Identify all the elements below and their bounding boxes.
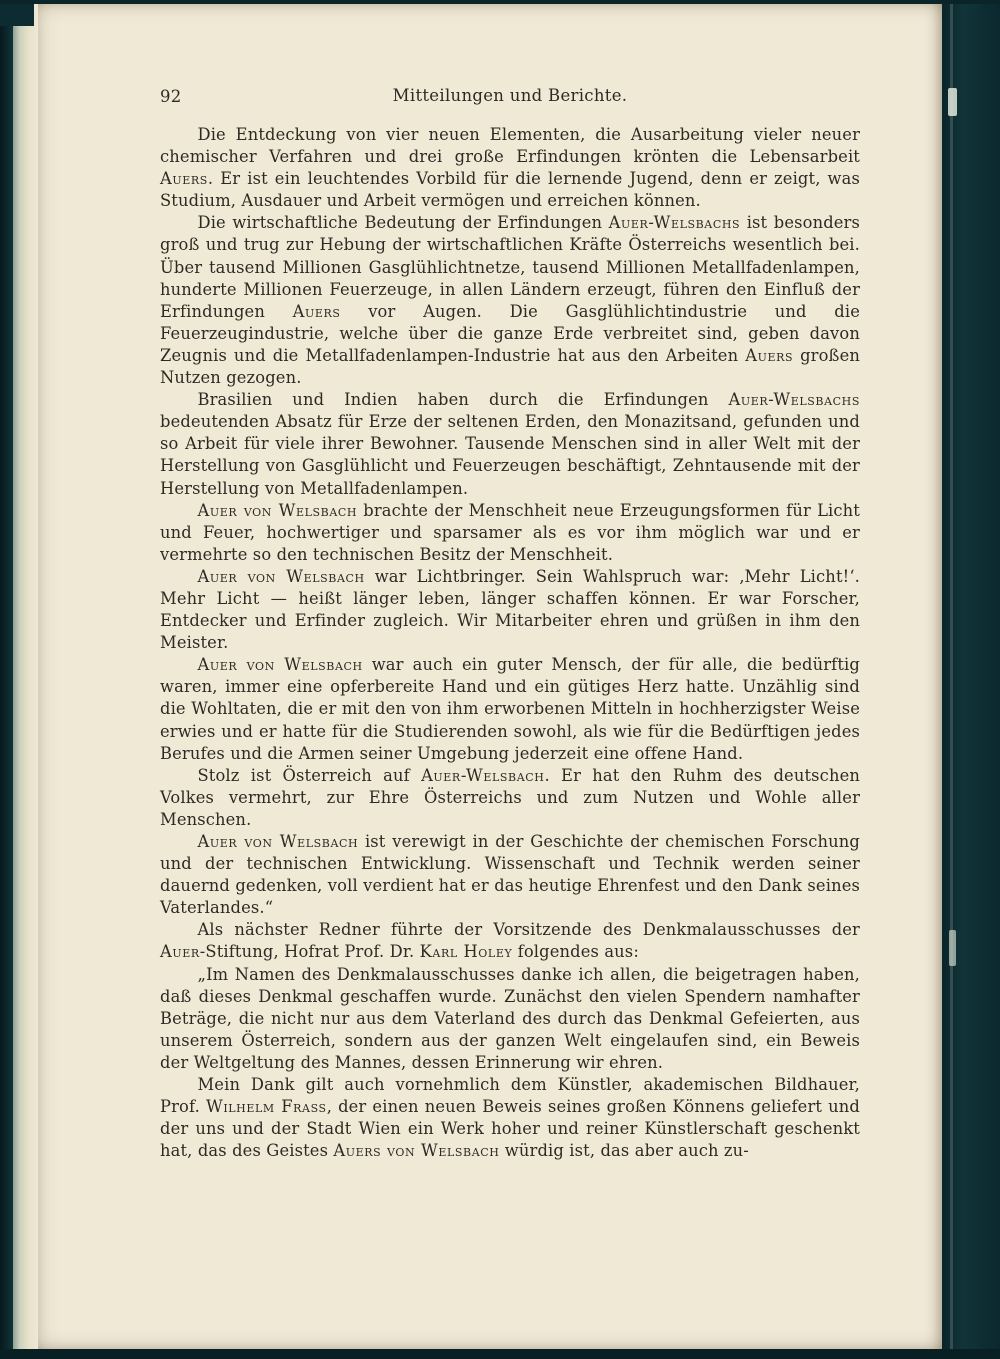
text-run: ist besonders groß und trug zur Hebung der wirtschaftlichen Kräfte Österreichs wesentlich bei. Über tausend Millionen Gasglühlichtnetze, tausend Millionen Metallfadenlampen, hunderte Millionen Feuerzeuge, in allen Ländern erzeugt, führen den Einfluß der Erfindungen (160, 213, 860, 321)
text-run: würdig ist, das aber auch zu- (499, 1141, 749, 1161)
person-name-smallcaps: Auers von Welsbach (333, 1141, 500, 1161)
person-name-smallcaps: Wilhelm Frass (205, 1097, 327, 1117)
text-run: „Im Namen des Denkmalausschusses danke ich allen, die beigetragen haben, daß dieses Denkmal geschaffen wurde. Zunächst den vielen Spendern namhafter Beträge, die nicht nur aus dem Vaterland des durch das Denkmal Gefeierten, aus unserem Österreich, sondern aus der ganzen Welt eingelaufen sind, ein Beweis der Weltgeltung des Mannes, dessen Erinnerung wir ehren. (160, 964, 860, 1072)
paragraph (160, 831, 860, 919)
text-run: Die wirtschaftliche Bedeutung der Erfindungen (197, 213, 609, 233)
paragraph (160, 964, 860, 1074)
text-run: ist verewigt in der Geschichte der chemischen Forschung und der technischen Entwicklung. Wissenschaft und Technik werden seiner dauernd gedenken, voll verdient hat er das heutige Ehrenfest und den Dank seines Vaterlandes.“ (160, 832, 860, 918)
page-edge-highlight-top (948, 88, 957, 116)
text-run: großen Nutzen gezogen. (160, 345, 860, 388)
text-run: Als nächster Redner führte der Vorsitzende des Denkmalausschusses der (197, 920, 860, 940)
person-name-smallcaps: Karl Holey (419, 942, 513, 962)
page-number: 92 (160, 87, 182, 106)
page-edge-right (950, 0, 953, 1359)
person-name-smallcaps: Auer (160, 942, 200, 962)
paragraph (160, 500, 860, 566)
page-header (160, 86, 860, 112)
paragraph (160, 389, 860, 499)
person-name-smallcaps: Auers (160, 169, 208, 189)
text-run: vor Augen. Die Gasglühlichtindustrie und die Feuerzeugindustrie, welche über die ganze Erde verbreitet sind, geben davon Zeugnis und die Metallfadenlampen-Industrie hat aus den Arbeiten (160, 301, 860, 365)
page-edge-highlight-bottom (949, 930, 956, 966)
paragraph (160, 124, 860, 212)
scan-bottom-edge (0, 1349, 1000, 1359)
text-run: bedeutenden Absatz für Erze der seltenen Erden, den Monazitsand, gefunden und so Arbeit für viele ihrer Bewohner. Tausende Menschen sind in aller Welt mit der Herstellung von Gasglühlicht und Feuerzeugen beschäftigt, Zehntausende mit der Herstellung von Metallfadenlampen. (160, 412, 860, 498)
paragraph (160, 212, 860, 389)
paragraph (160, 919, 860, 963)
text-run: war auch ein guter Mensch, der für alle, die bedürftig waren, immer eine opferbereite Hand und ein gütiges Herz hatte. Unzählig sind die Wohltaten, die er mit den von ihm erworbenen Mitteln in hochherzigster Weise erwies und er hatte für die Studierenden sowohl, als wie für die Bedürftigen jedes Berufes und die Armen seiner Umgebung jederzeit eine offene Hand. (160, 655, 860, 763)
person-name-smallcaps: Auers (745, 345, 794, 365)
paragraph (160, 1074, 860, 1162)
text-body (160, 124, 860, 1162)
person-name-smallcaps: Auer von Welsbach (197, 566, 365, 586)
paragraph (160, 765, 860, 831)
paragraph (160, 566, 860, 654)
running-title: Mitteilungen und Berichte. (392, 86, 628, 105)
text-run: Mein Dank gilt auch vornehmlich dem Künstler, akademischen Bildhauer, Prof. (160, 1075, 860, 1117)
person-name-smallcaps: Auer-Welsbachs (728, 390, 860, 410)
book-binding-left (0, 0, 13, 1359)
text-run: war Lichtbringer. Sein Wahlspruch war: ‚Mehr Licht!‘. Mehr Licht — heißt länger leben, länger schaffen können. Er war Forscher, Entdecker und Erfinder zugleich. Wir Mitarbeiter ehren und grüßen in ihm den Meister. (160, 566, 860, 653)
text-run: Brasilien und Indien haben durch die Erfindungen (197, 390, 729, 410)
scan-top-edge (0, 0, 1000, 4)
paragraph (160, 654, 860, 764)
person-name-smallcaps: Auer-Welsbachs (608, 213, 741, 233)
text-run: brachte der Menschheit neue Erzeugungsformen für Licht und Feuer, hochwertiger und sparsamer als es vor ihm möglich war und er vermehrte so den technischen Besitz der Menschheit. (160, 500, 860, 564)
text-run: Die Entdeckung von vier neuen Elementen, die Ausarbeitung vieler neuer chemischer Verfahren und drei große Erfindungen krönten die Lebensarbeit (160, 125, 860, 167)
text-run: . Er hat den Ruhm des deutschen Volkes vermehrt, zur Ehre Österreichs und zum Nutzen und Wohle aller Menschen. (160, 765, 861, 829)
person-name-smallcaps: Auer von Welsbach (197, 500, 358, 520)
text-run: . Er ist ein leuchtendes Vorbild für die lernende Jugend, denn er zeigt, was Studium, Ausdauer und Arbeit vermögen und erreichen können. (160, 169, 860, 211)
person-name-smallcaps: Auer-Welsbach (421, 765, 545, 785)
text-run: -Stiftung, Hofrat Prof. Dr. (199, 942, 420, 962)
page-paper (38, 4, 942, 1349)
person-name-smallcaps: Auer von Welsbach (197, 832, 359, 851)
text-run: , der einen neuen Beweis seines großen Könnens geliefert und der uns und der Stadt Wien ein Werk hoher und reiner Künstlerschaft geschenkt hat, das des Geistes (160, 1097, 860, 1161)
text-run: Stolz ist Österreich auf (197, 765, 422, 785)
person-name-smallcaps: Auer von Welsbach (197, 655, 363, 675)
page-edge-left (13, 0, 38, 1359)
person-name-smallcaps: Auers (292, 301, 341, 321)
text-run: folgendes aus: (512, 942, 639, 962)
